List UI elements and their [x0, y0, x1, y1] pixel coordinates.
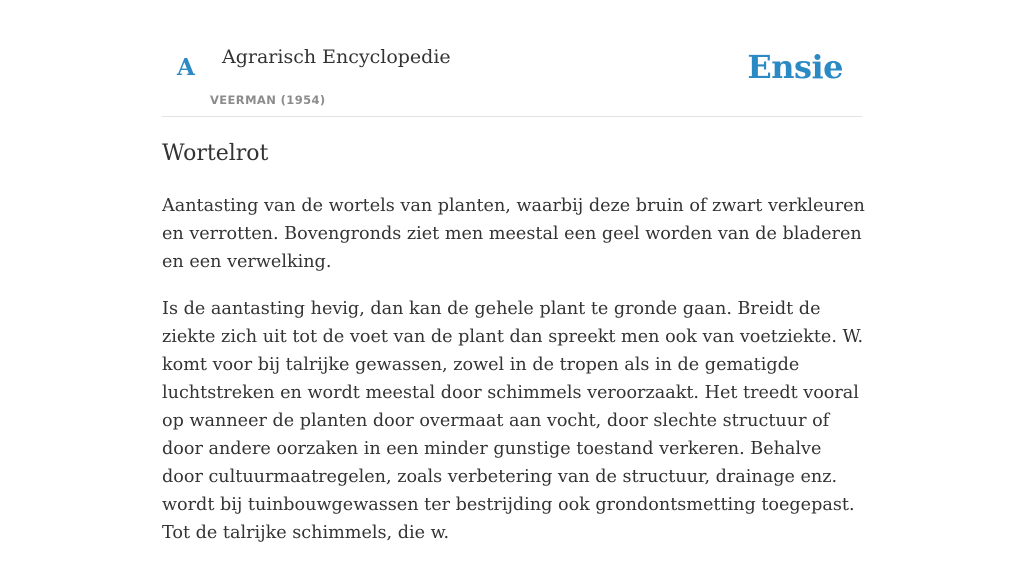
encyclopedia-title[interactable]: Agrarisch Encyclopedie [222, 46, 451, 68]
entry-body [162, 192, 866, 566]
entry-title: Wortelrot [162, 141, 269, 166]
entry-paragraph: Is de aantasting hevig, dan kan de gehele plant te gronde gaan. Breidt de ziekte zich uit tot de voet van de plant dan spreekt men ook van voetziekte. W. komt voor bij talrijke gewassen, zowel in de tropen als in de gematigde luchtstreken en wordt meestal door schimmels veroorzaakt. Het treedt vooral op wanneer de planten door overmaat aan vocht, door slechte structuur of door andere oorzaken in een minder gunstige toestand verkeren. Behalve door cultuurmaatregelen, zoals verbetering van de structuur, drainage enz. wordt bij tuinbouwgewassen ter bestrijding ook grondontsmetting toegepast. Tot de talrijke schimmels, die w. [162, 299, 864, 543]
ensie-brand-link[interactable]: Ensie [747, 48, 843, 86]
entry-paragraph: Aantasting van de wortels van planten, waarbij deze bruin of zwart verkleuren en verrotten. Bovengronds ziet men meestal een geel worden van de bladeren en een verwelking. [162, 196, 865, 272]
encyclopedia-author: VEERMAN (1954) [210, 93, 326, 107]
encyclopedia-logo-link[interactable]: A [177, 54, 195, 81]
header [162, 0, 862, 117]
